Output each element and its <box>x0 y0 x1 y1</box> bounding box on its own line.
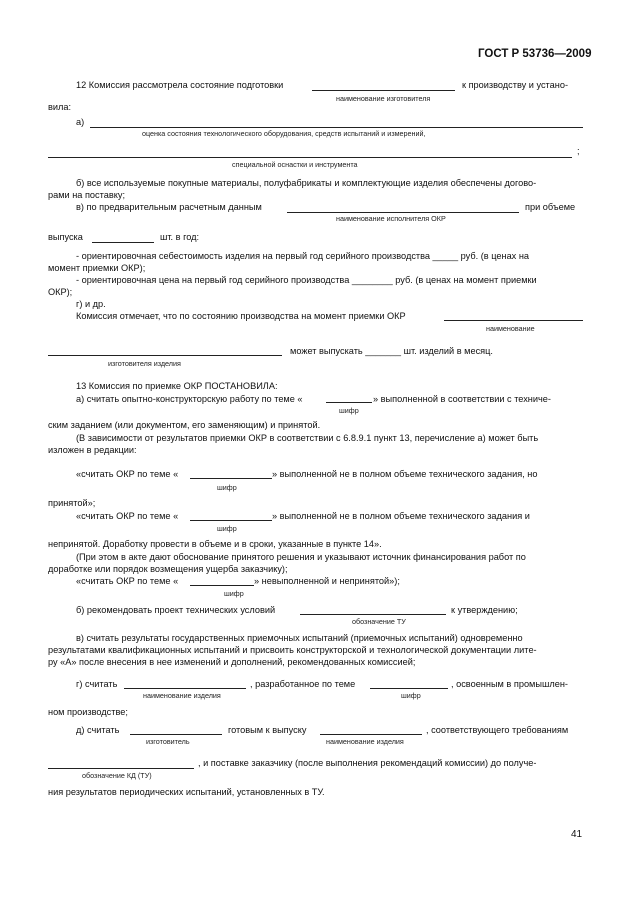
s13-d-mid: готовым к выпуску <box>228 725 307 735</box>
q2-note-l1: (При этом в акте дают обоснование принятого решения и указывают источник финансирования работ по <box>76 552 526 562</box>
s13-a-note-l1: (В зависимости от результатов приемки ОКР в соответствии с 6.8.9.1 пункт 13, перечисление а) может быть <box>76 433 539 443</box>
theme-blank-q2 <box>190 520 272 521</box>
s13-d-end: , соответствующего требованиям <box>426 725 569 735</box>
caption-cipher-q2: шифр <box>217 524 237 533</box>
s13-title: 13 Комиссия по приемке ОКР ПОСТАНОВИЛА: <box>76 381 278 391</box>
q1-start: «считать ОКР по теме « <box>76 469 179 479</box>
caption-manufacturer-d: изготовитель <box>146 737 190 746</box>
caption-product-d: наименование изделия <box>326 737 404 746</box>
s13-g-start: г) считать <box>76 679 118 689</box>
price-line-1: - ориентировочная цена на первый год серийного производства ________ руб. (в ценах на момент приемки <box>76 275 537 285</box>
cost-line-2: момент приемки ОКР); <box>48 263 146 273</box>
caption-cipher-g: шифр <box>401 691 421 700</box>
page-number: 41 <box>571 829 583 840</box>
caption-contractor: наименование исполнителя ОКР <box>336 214 446 223</box>
s12-vol-end: шт. в год: <box>160 232 200 242</box>
s12-g-line: г) и др. <box>76 299 106 309</box>
s13-g-mid: , разработанное по теме <box>250 679 356 689</box>
s13-g-l2: ном производстве; <box>48 707 128 717</box>
product-blank-d <box>320 734 422 735</box>
s12-v-start: в) по предварительным расчетным данным <box>76 202 262 212</box>
equipment-blank <box>90 127 583 128</box>
theme-blank-q1 <box>190 478 272 479</box>
caption-tooling: специальной оснастки и инструмента <box>232 160 358 169</box>
s13-a-start: а) считать опытно-конструкторскую работу по теме « <box>76 394 303 404</box>
product-blank-g <box>124 688 246 689</box>
caption-tu: обозначение ТУ <box>352 617 406 626</box>
q2-end: » выполненной не в полном объеме технического задания и <box>272 511 530 521</box>
caption-cipher-a: шифр <box>339 406 359 415</box>
s12-intro-end: к производству и устано- <box>462 80 569 90</box>
s13-a-note-l2: изложен в редакции: <box>48 445 137 455</box>
tu-blank <box>300 614 446 615</box>
q2-note-l2: доработке или порядок возмещения ущерба заказчику); <box>48 564 288 574</box>
caption-producer: изготовителя изделия <box>108 359 181 368</box>
s12-intro: 12 Комиссия рассмотрела состояние подготовки <box>76 80 284 90</box>
kd-blank <box>48 768 194 769</box>
notes-blank <box>444 320 583 321</box>
caption-cipher-q1: шифр <box>217 483 237 492</box>
volume-blank <box>92 242 154 243</box>
manufacturer-blank-d <box>130 734 222 735</box>
caption-equipment: оценка состояния технологического оборудования, средств испытаний и измерений, <box>142 129 426 138</box>
s12-vol-start: выпуска <box>48 232 83 242</box>
s13-d-l3: ния результатов периодических испытаний, установленных в ТУ. <box>48 787 325 797</box>
q1-end: » выполненной не в полном объеме технического задания, но <box>272 469 538 479</box>
s13-a-l2: ским заданием (или документом, его заменяющим) и принятой. <box>48 420 321 430</box>
price-line-2: ОКР); <box>48 287 73 297</box>
caption-name: наименование <box>486 324 535 333</box>
s12-b-l2: рами на поставку; <box>48 190 125 200</box>
producer-blank <box>48 355 282 356</box>
theme-blank-q3 <box>190 585 254 586</box>
q1-l2: принятой»; <box>48 498 96 508</box>
notes-start: Комиссия отмечает, что по состоянию производства на момент приемки ОКР <box>76 311 406 321</box>
caption-cipher-q3: шифр <box>224 589 244 598</box>
s13-b-end: к утверждению; <box>451 605 518 615</box>
caption-product-g: наименование изделия <box>143 691 221 700</box>
s13-v-l3: ру «А» после внесения в нее изменений и дополнений, рекомендованных комиссией; <box>48 657 416 667</box>
s13-d-l2: , и поставке заказчику (после выполнения рекомендаций комиссии) до получе- <box>198 758 537 768</box>
s12-intro-l2: вила: <box>48 102 72 112</box>
s13-d-start: д) считать <box>76 725 120 735</box>
theme-blank-g <box>370 688 448 689</box>
q3-start: «считать ОКР по теме « <box>76 576 179 586</box>
semicolon: ; <box>577 146 580 156</box>
s12-b-l1: б) все используемые покупные материалы, полуфабрикаты и комплектующие изделия обеспечены догово- <box>76 178 537 188</box>
theme-blank-a <box>326 402 372 403</box>
s13-g-end: , освоенным в промышлен- <box>451 679 568 689</box>
standard-code: ГОСТ Р 53736—2009 <box>478 48 592 60</box>
q2-l2: непринятой. Доработку провести в объеме и в сроки, указанные в пункте 14». <box>48 539 382 549</box>
caption-kd: обозначение КД (ТУ) <box>82 771 152 780</box>
s13-v-l2: результатами квалификационных испытаний и присвоить конструкторской и технологической документации литe- <box>48 645 537 655</box>
s12-a-label: а) <box>76 117 85 127</box>
s13-v-l1: в) считать результаты государственных приемочных испытаний (приемочных испытаний) одновременно <box>76 633 523 643</box>
can-produce-text: может выпускать _______ шт. изделий в месяц. <box>290 346 493 356</box>
contractor-blank <box>287 212 519 213</box>
manufacturer-blank <box>312 90 455 91</box>
equipment-blank-2 <box>48 157 572 158</box>
s12-v-end: при объеме <box>525 202 576 212</box>
s13-b-start: б) рекомендовать проект технических условий <box>76 605 276 615</box>
q3-end: » невыполненной и непринятой»); <box>254 576 400 586</box>
s13-a-end: » выполненной в соответствии с техниче- <box>373 394 551 404</box>
caption-manufacturer: наименование изготовителя <box>336 94 431 103</box>
q2-start: «считать ОКР по теме « <box>76 511 179 521</box>
cost-line-1: - ориентировочная себестоимость изделия на первый год серийного производства _____ руб. (в ценах на <box>76 251 530 261</box>
